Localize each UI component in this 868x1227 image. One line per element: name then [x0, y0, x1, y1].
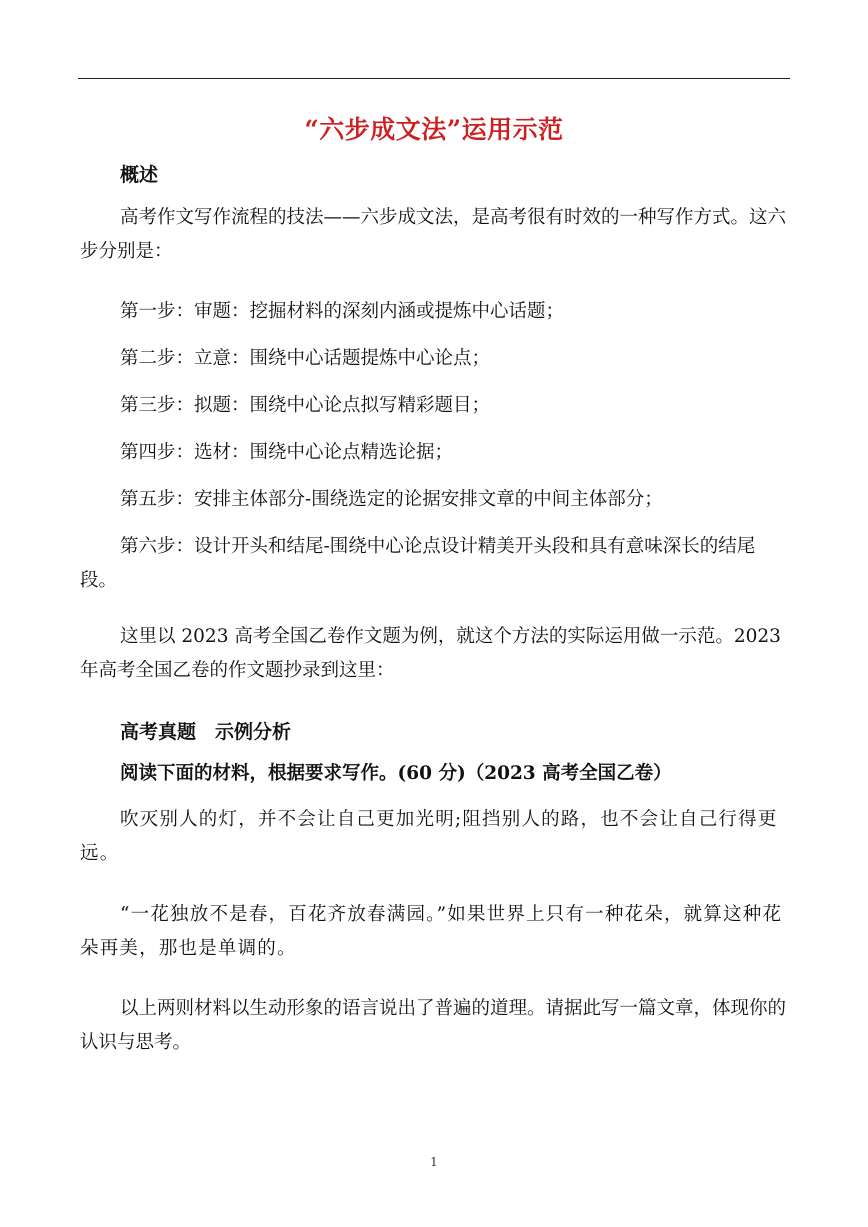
page-number: 1: [430, 1155, 438, 1169]
header-rule: [78, 78, 790, 79]
overview-heading: 概述: [120, 164, 159, 186]
step-4: 第四步：选材：围绕中心论点精选论据；: [120, 442, 454, 463]
requirement-paragraph: 以上两则材料以生动形象的语言说出了普遍的道理。请据此写一篇文章，体现你的认识与思考。: [80, 998, 787, 1053]
material-1: 吹灭别人的灯，并不会让自己更加光明;阻挡别人的路，也不会让自己行得更远。: [80, 809, 778, 864]
step-1: 第一步：审题：挖掘材料的深刻内涵或提炼中心话题；: [120, 301, 565, 322]
example-heading: 高考真题 示例分析: [120, 721, 292, 743]
step-3: 第三步：拟题：围绕中心论点拟写精彩题目；: [120, 395, 491, 416]
document-title: “六步成文法”运用示范: [304, 115, 564, 144]
step-2: 第二步：立意：围绕中心话题提炼中心论点；: [120, 348, 491, 369]
prompt-line: 阅读下面的材料，根据要求写作。(60 分)（2023 高考全国乙卷）: [120, 763, 672, 784]
material-2: “一花独放不是春，百花齐放春满园。”如果世界上只有一种花朵，就算这种花朵再美，那也是单调的。: [80, 904, 783, 959]
intro-paragraph: 高考作文写作流程的技法——六步成文法，是高考很有时效的一种写作方式。这六步分别是：: [80, 207, 787, 262]
example-intro-paragraph: 这里以 2023 高考全国乙卷作文题为例，就这个方法的实际运用做一示范。2023 年高考全国乙卷的作文题抄录到这里：: [80, 626, 781, 681]
step-5: 第五步：安排主体部分-围绕选定的论据安排文章的中间主体部分；: [120, 489, 663, 510]
step-6: 第六步：设计开头和结尾-围绕中心论点设计精美开头段和具有意味深长的结尾段。: [80, 536, 756, 591]
